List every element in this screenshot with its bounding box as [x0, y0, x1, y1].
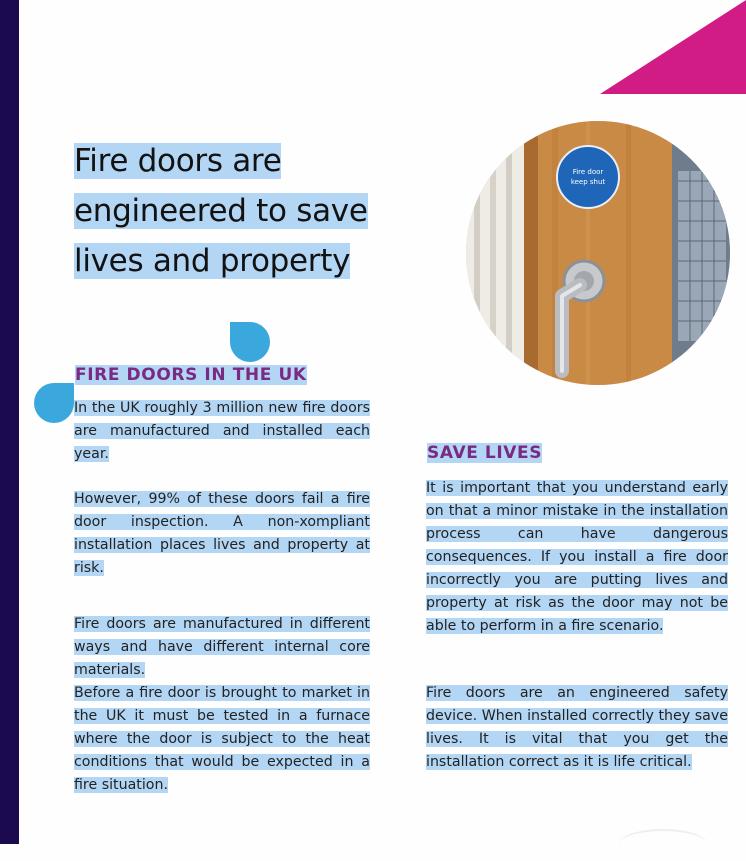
paragraph-text: However, 99% of these doors fail a fire door inspection. A non-xompliant installation places lives and property at risk.	[74, 491, 370, 576]
door-sign-line2: keep shut	[570, 178, 606, 186]
paragraph-uk-statistics	[74, 397, 370, 466]
paragraph-inspection-failure	[74, 488, 370, 580]
decorative-partial-circle	[618, 829, 708, 861]
paragraph-text: It is important that you understand early on that a minor mistake in the installation process can have dangerous consequences. If you install a fire door incorrectly you are putting lives and property at risk as the door may not be able to perform in a fire scenario.	[426, 480, 728, 634]
page-title	[74, 136, 374, 286]
section-heading-text: SAVE LIVES	[427, 443, 543, 463]
corner-accent-triangle	[596, 0, 746, 94]
paragraph-safety-device	[426, 682, 728, 774]
left-accent-bar	[0, 0, 19, 844]
paragraph-text: Fire doors are manufactured in different ways and have different internal core materials.	[74, 616, 370, 678]
paragraph-installation-risk	[426, 477, 728, 638]
fire-door-photo	[466, 121, 730, 385]
selection-end-handle[interactable]	[230, 322, 270, 362]
door-sign-line1: Fire door	[572, 168, 604, 176]
paragraph-text: In the UK roughly 3 million new fire doors are manufactured and installed each year.	[74, 400, 370, 462]
page-title-text: Fire doors are engineered to save lives and property	[74, 143, 368, 279]
paragraph-manufacturing	[74, 613, 370, 682]
paragraph-furnace-testing	[74, 682, 370, 797]
section-heading-text: FIRE DOORS IN THE UK	[75, 365, 307, 385]
paragraph-text: Before a fire door is brought to market in the UK it must be tested in a furnace where the door is subject to the heat conditions that would be expected in a fire situation.	[74, 685, 370, 793]
paragraph-text: Fire doors are an engineered safety device. When installed correctly they save lives. It is vital that you get the installation correct as it is life critical.	[426, 685, 728, 770]
selection-start-handle[interactable]	[34, 383, 74, 423]
fire-door-illustration	[466, 121, 730, 385]
section-heading-fire-doors-uk	[75, 364, 307, 386]
section-heading-save-lives	[427, 442, 542, 464]
